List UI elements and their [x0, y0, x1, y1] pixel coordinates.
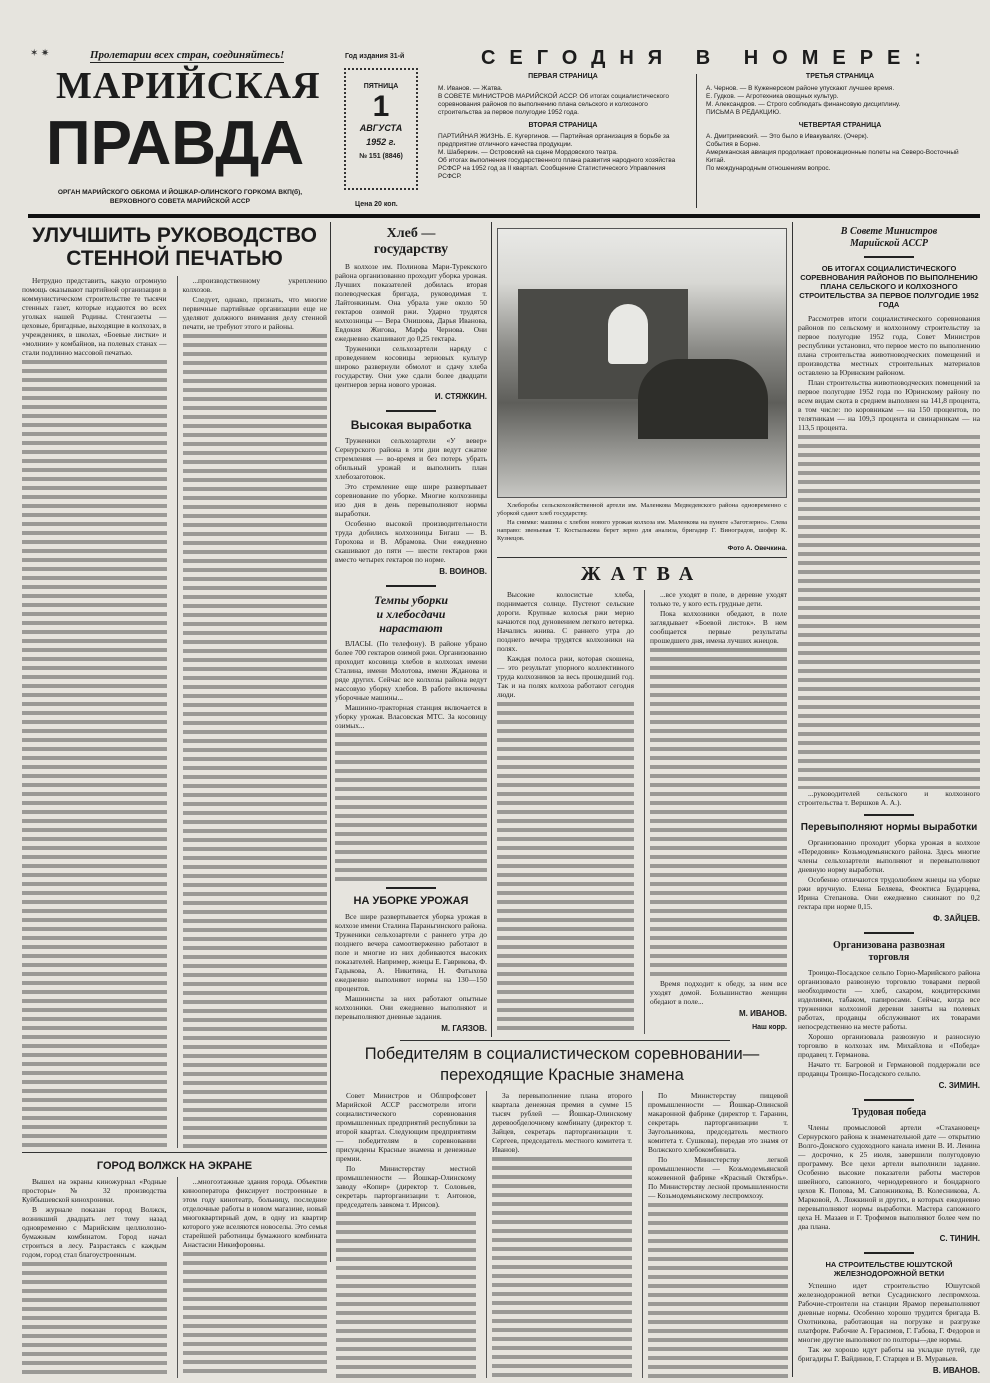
text-column [486, 1091, 632, 1378]
paragraph: Нетрудно представить, какую огромную помощь оказывают партийной организации в коммунистическом строительстве те тысячи стенных газет, которые издаются во всех уголках нашей Родины. Стенгазеты — цеховые, бригадные, выходящие в колхозах, в учреждениях, в школах, «Боевые листки» и «молнии» у комбайнов, на полевых станах — стали подлинно массовой печатью. [22, 276, 167, 357]
title-line2: ПРАВДА [46, 109, 305, 178]
text-column [177, 276, 328, 1148]
motto: Пролетарии всех стран, соединяйтесь! [90, 49, 285, 61]
photo-credit: Фото А. Овечкина. [727, 545, 787, 552]
paragraph: По Министерству местной промышленности — Йошкар-Олинскому заводу «Копир» (директор т. Соловьев, секретарь парторганизации т. Антонов, председатель завкома т. Ирисов). [336, 1164, 476, 1209]
lead-headline-line1: УЛУЧШИТЬ РУКОВОДСТВО [32, 224, 317, 247]
contents-item[interactable]: В СОВЕТЕ МИНИСТРОВ МАРИЙСКОЙ АССР. Об итогах социалистического соревнования районов по выполнению плана сельского и колхозного строительства за первое полугодие 1952 года. [438, 93, 669, 116]
separator [386, 887, 436, 889]
person-shape [638, 359, 768, 439]
separator [497, 557, 787, 558]
price: Цена 20 коп. [355, 201, 398, 208]
harvest-photo [497, 228, 787, 498]
paragraph: ВЛАСЫ. (По телефону). В районе убрано более 700 гектаров озимой ржи. Организованно проходит косовица хлебов в колхозах имени Сталина, имени Молотова, имени Жданова и ряде других. Сейчас все колхозы района ведут массовую уборку хлебов. В работе включены уборочные машины... [335, 639, 487, 702]
contents-page-heading: ПЕРВАЯ СТРАНИЦА [528, 73, 598, 80]
text-block [335, 731, 487, 881]
text-column [22, 1177, 167, 1378]
banners-body [336, 1091, 788, 1378]
contents-item[interactable]: А. Дмитриевский. — Это было в Ивакувалях. (Очерк). [706, 133, 869, 140]
signature: М. ИВАНОВ. [738, 1009, 787, 1018]
text-column [22, 276, 167, 1148]
pace-headline-line1: Темпы уборки [373, 593, 449, 607]
separator [22, 1152, 327, 1153]
text-block [22, 358, 167, 1148]
text-block [183, 332, 328, 1148]
paragraph: Особенно высокой производительности труда добились колхозницы Бигаш — В. Горохова и В. Абрамова. Они ежедневно скашивают до пяти — шести гектаров ржи вместо четырех гектаров по норме. [335, 519, 487, 564]
signature: В. ВОИНОВ. [439, 567, 487, 576]
contents-item[interactable]: ПАРТИЙНАЯ ЖИЗНЬ. Е. Кугергинов. — Партийная организация в борьбе за предприятие отличного качества продукции. [438, 133, 670, 148]
volzhsk-body [22, 1177, 327, 1378]
council-headline: ОБ ИТОГАХ СОЦИАЛИСТИЧЕСКОГО СОРЕВНОВАНИЯ РАЙОНОВ ПО ВЫПОЛНЕНИЮ ПЛАНА СЕЛЬСКОГО И КОЛХОЗНОГО СТРОИТЕЛЬСТВА ЗА ПЕРВОЕ ПОЛУГОДИЕ 1952 ГОДА [799, 264, 979, 309]
text-column [642, 1091, 788, 1378]
organ-line1: ОРГАН МАРИЙСКОГО ОБКОМА И ЙОШКАР-ОЛИНСКОГО ГОРКОМА ВКП(б), [57, 189, 303, 196]
banners-headline-line2: переходящие Красные знамена [440, 1066, 684, 1084]
text-block [183, 1250, 328, 1378]
separator [386, 585, 436, 587]
banners-headline [336, 1044, 788, 1086]
lead-body [22, 276, 327, 1148]
paragraph: За перевыполнение плана второго квартала денежная премия в сумме 15 тысяч рублей — Йошкар-Олинскому деревообделочному комбинату (директор т. Зайцев, секретарь парторганизации т. Сергеев, председатель местного комитета т. Иванов). [492, 1091, 632, 1154]
paragraph: Машинисты за них работают опытные колхозники. Они ежедневно выполняют и перевыполняют дневные задания. [335, 994, 487, 1021]
day: 1 [372, 90, 390, 123]
separator [864, 256, 914, 258]
paragraph: Вышел на экраны киножурнал «Родные просторы» № 32 производства Куйбышевской кинохроники. [22, 1177, 167, 1204]
issue-number: № 151 (8846) [359, 153, 403, 160]
paragraph: Это стремление еще шире развертывает соревнование по уборке. Многие колхозницы изо дня в день перевыполняют нормы выработки. [335, 482, 487, 518]
contents-page-heading: ВТОРАЯ СТРАНИЦА [528, 122, 598, 129]
signature: С. ТИНИН. [939, 1234, 980, 1243]
contents-item[interactable]: Американская авиация продолжает провокационные полеты на Северо-Восточный Китай. [706, 149, 959, 164]
column-rule [792, 222, 793, 1377]
zhatva-headline: ЖАТВА [580, 563, 704, 585]
separator [400, 1040, 730, 1041]
signature-note: Наш корр. [752, 1024, 787, 1031]
banners-article [336, 1044, 788, 1378]
trade-headline-line1: Организована развозная [833, 940, 945, 951]
pace-headline-line3: нарастают [379, 621, 443, 635]
paragraph: Троицко-Посадское сельпо Горно-Марийского района организовало развозную торговлю товарами первой необходимости — хлеб, сахаром, кондитерскими изделиями, табаком, папиросами. Сейчас, когда все труженики колхозной деревни заняты на полевых работах, продавцы обслуживают их товарами непосредственно на месте работы. [798, 968, 980, 1031]
text-column [644, 590, 787, 1034]
paragraph: По Министерству легкой промышленности — Козьмодемьянской кожевенной фабрике «Красный Октябрь». По Министерству лесной промышленности — Козьмодемьянскому леспромхозу. [648, 1155, 788, 1200]
paragraph: Пока колхозники обедают, в поле заглядывает «Боевой листок». В нем сообщается первые результаты прошедшего дня, имена лучших жнецов. [650, 609, 787, 645]
paragraph: Успешно идет строительство Юшутской железнодорожной ветки Сусадинского леспромхоза. Рабочие-строители на станции Ярамор перевыполняют дневные нормы. Особенно хорошо трудится бригада В. Охотникова, работающая на погрузке и разгрузке платформ. Рабочие А. Герасимов, Г. Габова, Г. Федоров и многие другие выполняют по полторы—две нормы. [798, 1281, 980, 1344]
contents [438, 46, 978, 212]
norms-headline: Перевыполняют нормы выработки [800, 822, 978, 833]
contents-title: СЕГОДНЯ В НОМЕРЕ: [480, 47, 936, 69]
paragraph: Каждая полоса ржи, которая скошена, — это результат упорного коллективного труда колхозников за весь прошедший год. Так и на полях колхоза работают сегодня люди. [497, 654, 634, 699]
lead-headline [22, 224, 327, 270]
paragraph: План строительства животноводческих помещений за первое полугодие 1952 года по Юринскому району по всем видам скота в среднем выполнен на 141,8 процента, в том числе: по коровникам — на 150 процентов, по телятникам — на 109,3 процента и свинарникам — на 113,5 процента. [798, 378, 980, 432]
text-column [177, 1177, 328, 1378]
paragraph: Рассмотрев итоги социалистического соревнования районов по сельскому и колхозному строительству за первое полугодие 1952 года, Совет Министров республики установил, что первое место по выполнению плана строительства животноводческих помещений и производства местных строительных материалов оставлено за Юринским районом. [798, 314, 980, 377]
center-block [497, 228, 787, 1034]
year-label: Год издания 31-й [345, 53, 405, 60]
paragraph: Высокие колосистые хлеба, поднимается солнце. Пустеют сельские дороги. Крупные колосья ржи мерно качаются под дуновением легкого ветерка. Начались жнива. С раннего утра до позднего вечера трудятся колхозники на полях. [497, 590, 634, 653]
year: 1952 г. [366, 137, 396, 147]
bread-headline-line2: государству [373, 242, 449, 257]
text-column [336, 1091, 476, 1378]
paragraph: Время подходит к обеду, за ним все уходят домой. Большинство женщин обедают в поле... [650, 979, 787, 1006]
person-shape [608, 304, 648, 364]
text-block [798, 433, 980, 789]
signature: М. ГАЯЗОВ. [441, 1024, 487, 1033]
paragraph: Организованно проходит уборка урожая в колхозе «Передовик» Козьмодемьянского района. Здесь многие члены сельхозартели выполняют и перевыполняют дневную норму выработки. [798, 838, 980, 874]
contents-item[interactable]: По международным отношениям вопрос. [706, 165, 831, 172]
masthead-rule [28, 214, 980, 218]
council-kicker-line1: В Совете Министров [840, 226, 938, 237]
separator [864, 1252, 914, 1254]
pace-headline-line2: и хлебосдачи [376, 607, 446, 621]
paragraph: Все шире развертывается уборка урожая в колхозе имени Сталина Параньгинского района. Труженики сельхозартели с раннего утра до позднего вечера самоотверженно работают в поле и многие из них добиваются высоких показателей. Например, жнецы Е. Гаврикова, Ф. Гадыкова, А. Никитина, Н. Фатыхова ежедневно выполняют нормы на 130—150 процентов. [335, 912, 487, 993]
paragraph: В колхозе им. Полинова Мари-Турекского района организованно проходит уборка урожая. Лучших показателей добилась вторая полеводческая бригада, руководимая т. Лайтонкиным. Она убрала уже около 50 гектаров озимой ржи. Ударно трудятся колхозницы — Вера Онишова, Дарья Иванова, Евдокия Жигова, Марфа Чернова. Они ежедневно скашивают до 0,25 гектара. [335, 262, 487, 343]
ornament-icon: ✶ ✷ [30, 48, 50, 59]
separator [864, 814, 914, 816]
paragraph: Так же хорошо идут работы на укладке путей, где бригадиры Г. Вайдинов, Г. Старцев и В. Муравьев. [798, 1345, 980, 1363]
labor-victory-headline: Трудовая победа [851, 1107, 927, 1118]
trade-headline [798, 940, 980, 964]
month: АВГУСТА [359, 123, 403, 133]
bread-headline [335, 226, 487, 258]
paragraph: Совет Министров и Облпрофсовет Марийской АССР рассмотрели итоги социалистического соревнования промышленных предприятий республики за второй квартал. Следующим предприятиям — победителям в соревновании присуждены Красные знамена и денежные премии. [336, 1091, 476, 1163]
paragraph: Следует, однако, признать, что многие первичные партийные организации еще не уделяют должного внимания делу стенной печати, не требуют этого и районы. [182, 295, 327, 331]
paragraph: ...производственному укреплению колхозов. [182, 276, 327, 294]
organ-line2: ВЕРХОВНОГО СОВЕТА МАРИЙСКОЙ АССР [109, 198, 251, 205]
paragraph: Особенно отличаются трудолюбием жнецы на уборке ржи вручную. Елена Беляева, Феоктиса Бударцева, Ирина Степанова. Они ежедневно сжинают по 0,2 гектара при норме 0,15. [798, 875, 980, 911]
bread-headline-line1: Хлеб — [386, 226, 436, 241]
contents-right [706, 72, 974, 173]
paragraph: Хорошо организовала развозную и разносную торговлю в колхозах им. Михайлова и «Победа» продавец т. Германова. [798, 1032, 980, 1059]
organ-line [20, 188, 340, 206]
contents-item[interactable]: События в Борне. [706, 141, 761, 148]
text-block [497, 700, 634, 1034]
text-block [336, 1210, 476, 1378]
title-line1: МАРИЙСКАЯ [56, 65, 321, 107]
trade-headline-line2: торговля [868, 952, 910, 963]
council-kicker-line2: Марийской АССР [850, 238, 928, 249]
right-column [798, 226, 980, 1378]
signature: С. ЗИМИН. [938, 1081, 980, 1090]
separator [864, 932, 914, 934]
photo-caption [497, 502, 787, 555]
lead-article [22, 224, 327, 1148]
paragraph: ...многоэтажные здания города. Объектив кинооператора фиксирует построенные в этом году кинотеатр, больницу, последние отделочные работы в новом магазине, новый многоквартирный дом, в одну из квартир которого уже вселяются новоселы. Это семья старейшей работницы бумажного комбината Анастасии Никифоровны. [182, 1177, 327, 1249]
paragraph: Труженики сельхозартели «У вевер» Сернурского района в эти дни ведут сжатие стремления — во-время и без потерь убрать обильный урожай и выполнить план хлебозаготовок. [335, 436, 487, 481]
text-block [492, 1155, 632, 1378]
masthead [20, 40, 430, 215]
paragraph: Члены промысловой артели «Стахановец» Сернурского района к знаменательной дате — открытию Волго-Донского судоходного канала имени В. И. Ленина — досрочно, к 25 июля, завершили полугодовую программу. Все цехи артели выполнили задание. Особенно высокие показатели работы мастеров швейного, сапожного, чернодеревного и бондарного цехов К. Попова, М. Сапожникова, В. Колесникова, А. Марковой, А. Ложкиной и других, в которых ежедневно перевыполняют нормы выработки. Мастера сапожного цеха Н. Мазаев и Г. Трофимов выполняют более чем по два плана. [798, 1123, 980, 1231]
signature: И. СТЯЖКИН. [434, 392, 487, 401]
caption: На снимке: машина с хлебом нового урожая колхоза им. Маленкова на пункте «Заготзерно». Слева направо: звеньевая Т. Костылькова берет зерно для анализа, бригадир Г. Виноградов, шофер К. Кузнецов. [497, 519, 787, 542]
banners-headline-line1: Победителям в социалистическом соревновании— [364, 1045, 760, 1063]
contents-page-heading: ТРЕТЬЯ СТРАНИЦА [805, 73, 875, 80]
caption: Хлеборобы сельскохозяйственной артели им. Маленкова Медведевского района одновременно с уборкой сдают хлеб государству. [497, 502, 787, 517]
contents-item[interactable]: ПИСЬМА В РЕДАКЦИЮ. [706, 109, 781, 116]
column-rule [330, 222, 331, 1262]
column-rule [491, 222, 492, 1037]
volzhsk-headline: ГОРОД ВОЛЖСК НА ЭКРАНЕ [96, 1160, 253, 1172]
pace-headline [335, 593, 487, 635]
paragraph: ...все уходят в поле, в деревне уходят только те, у кого есть грудные дети. [650, 590, 787, 608]
signature: Ф. ЗАЙЦЕВ. [933, 914, 980, 923]
volzhsk-article [22, 1160, 327, 1378]
contents-page-heading: ЧЕТВЕРТАЯ СТРАНИЦА [798, 122, 882, 129]
paragraph: ...руководителей сельского и колхозного строительства т. Вершков А. А.). [798, 789, 980, 807]
zhatva-body [497, 590, 787, 1034]
paragraph: Машинно-тракторная станция включается в уборку урожая. Власовская МТС. За косовицу озимых... [335, 703, 487, 730]
paragraph: Труженики сельхозартели наряду с проведением косовицы зерновых культур широко развернули обмолот и сдачу хлеба государству. Они уже сдали более двадцати центнеров зерна нового урожая. [335, 344, 487, 389]
contents-item[interactable]: М. Иванов. — Жатва. [438, 85, 503, 92]
paragraph: По Министерству пищевой промышленности — Йошкар-Олинской макаронной фабрике (директор т. Гаранин, секретарь парторганизации т. Заугольникова, председатель местного комитета т. Сушкова), передав это знамя от Волжского хлебокомбината. [648, 1091, 788, 1154]
contents-left [438, 72, 688, 181]
separator [864, 1099, 914, 1101]
signature: В. ИВАНОВ. [932, 1366, 980, 1375]
middle-column [335, 226, 487, 1036]
high-output-headline: Высокая выработка [350, 418, 472, 432]
text-block [22, 1260, 167, 1378]
paragraph: Начато тт. Багровой и Германовой поддержали все продавцы Троицко-Посадского сельпо. [798, 1060, 980, 1078]
text-column [497, 590, 634, 1034]
date-box [344, 68, 418, 190]
contents-item[interactable]: М. Шаберкин. — Островский на сцене Мордовского театра. [438, 149, 618, 156]
separator [386, 410, 436, 412]
text-block [650, 646, 787, 979]
weekday: ПЯТНИЦА [363, 83, 399, 90]
contents-divider [696, 74, 697, 208]
paragraph: В журнале показан город Волжск, возникший двадцать лет тому назад одновременно с Марийским целлюлозно-бумажным комбинатом. Город начал строиться в лесу. Разрастаясь с каждым годом, город стал благоустроенным. [22, 1205, 167, 1259]
contents-item[interactable]: А. Чернов. — В Куженерском районе упускают лучшее время. [706, 85, 895, 92]
contents-item[interactable]: М. Александров. — Строго соблюдать финансовую дисциплину. [706, 101, 901, 108]
lead-headline-line2: СТЕННОЙ ПЕЧАТЬЮ [66, 247, 283, 270]
railway-headline: НА СТРОИТЕЛЬСТВЕ ЮШУТСКОЙ ЖЕЛЕЗНОДОРОЖНОЙ ВЕТКИ [825, 1260, 953, 1278]
contents-item[interactable]: Е. Гудков. — Агротехника овощных культур. [706, 93, 839, 100]
text-block [648, 1201, 788, 1378]
council-kicker [798, 226, 980, 250]
contents-item[interactable]: Об итогах выполнения государственного плана развития народного хозяйства РСФСР на 1952 год за II квартал. Сообщение Статистического Управления РСФСР. [438, 157, 676, 180]
harvest-work-headline: НА УБОРКЕ УРОЖАЯ [353, 895, 469, 907]
